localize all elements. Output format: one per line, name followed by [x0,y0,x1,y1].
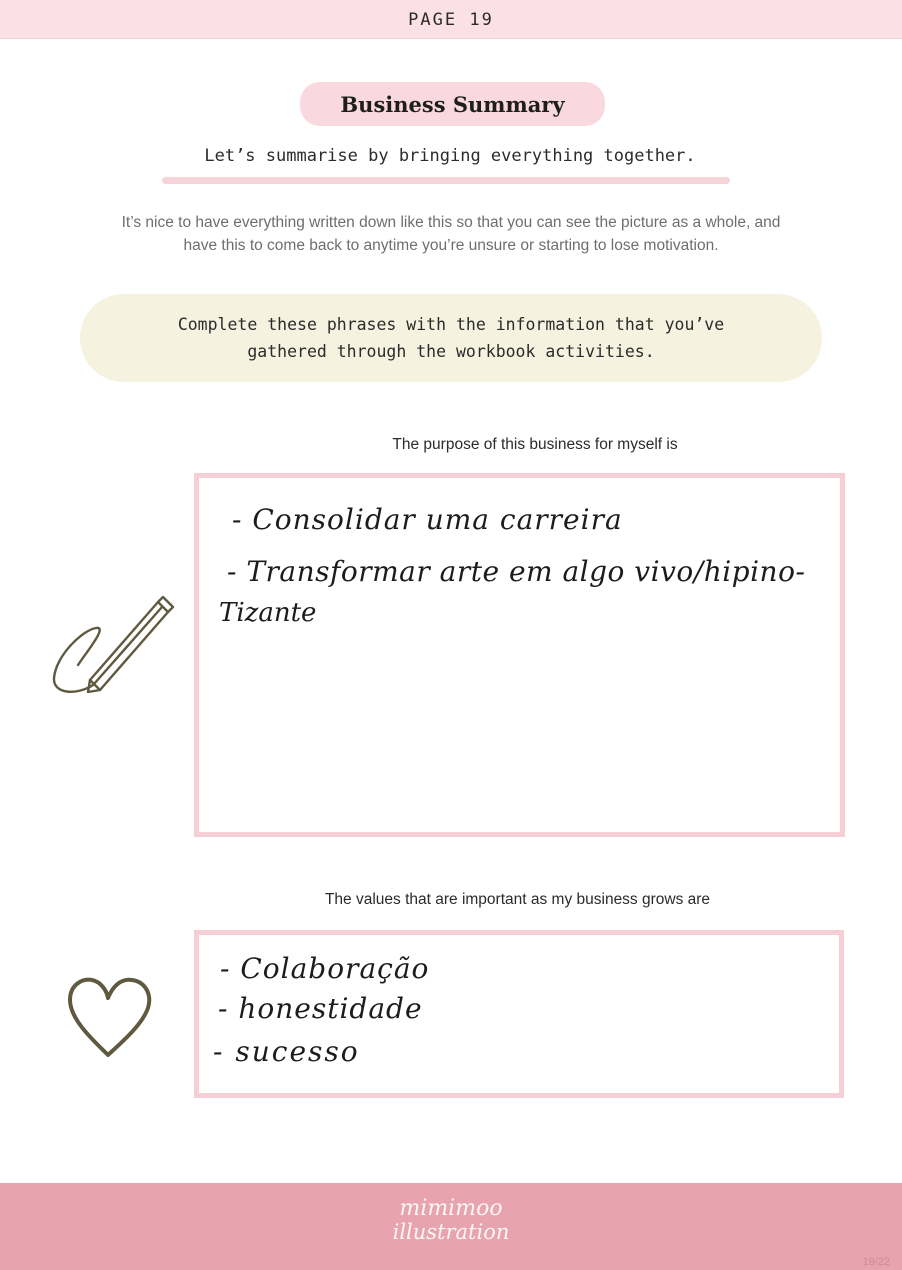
subtitle-underline [162,177,730,184]
pencil-icon [48,590,178,700]
purpose-line-1: - Consolidar uma carreira [232,503,623,536]
purpose-line-3: Tizante [219,598,317,628]
values-line-1: - Colaboração [220,952,430,985]
subtitle: Let’s summarise by bringing everything together. [204,146,696,166]
intro-line-1: It’s nice to have everything written down like this so that you can see the picture as a whole, and [121,214,781,231]
brand-logo-line-2: illustration [392,1220,510,1244]
brand-logo-line-1: mimimoo [399,1196,503,1221]
purpose-line-2: - Transformar arte em algo vivo/hipino- [227,555,806,588]
values-line-3: - sucesso [213,1035,360,1068]
instruction-text [131,311,771,365]
page-count: 19/22 [862,1256,890,1268]
page-title: Business Summary [300,82,605,126]
instruction-line-2: gathered through the workbook activities. [247,342,655,361]
instruction-box [80,294,822,382]
values-line-2: - honestidade [218,992,423,1025]
purpose-label: The purpose of this business for myself is [392,436,678,453]
instruction-line-1: Complete these phrases with the information that you’ve [177,315,725,334]
intro-paragraph [90,211,812,257]
values-label: The values that are important as my business grows are [324,891,711,908]
heart-icon [60,970,160,1065]
intro-line-2: have this to come back to anytime you’re unsure or starting to lose motivation. [183,237,719,254]
page-label: PAGE 19 [408,10,494,30]
